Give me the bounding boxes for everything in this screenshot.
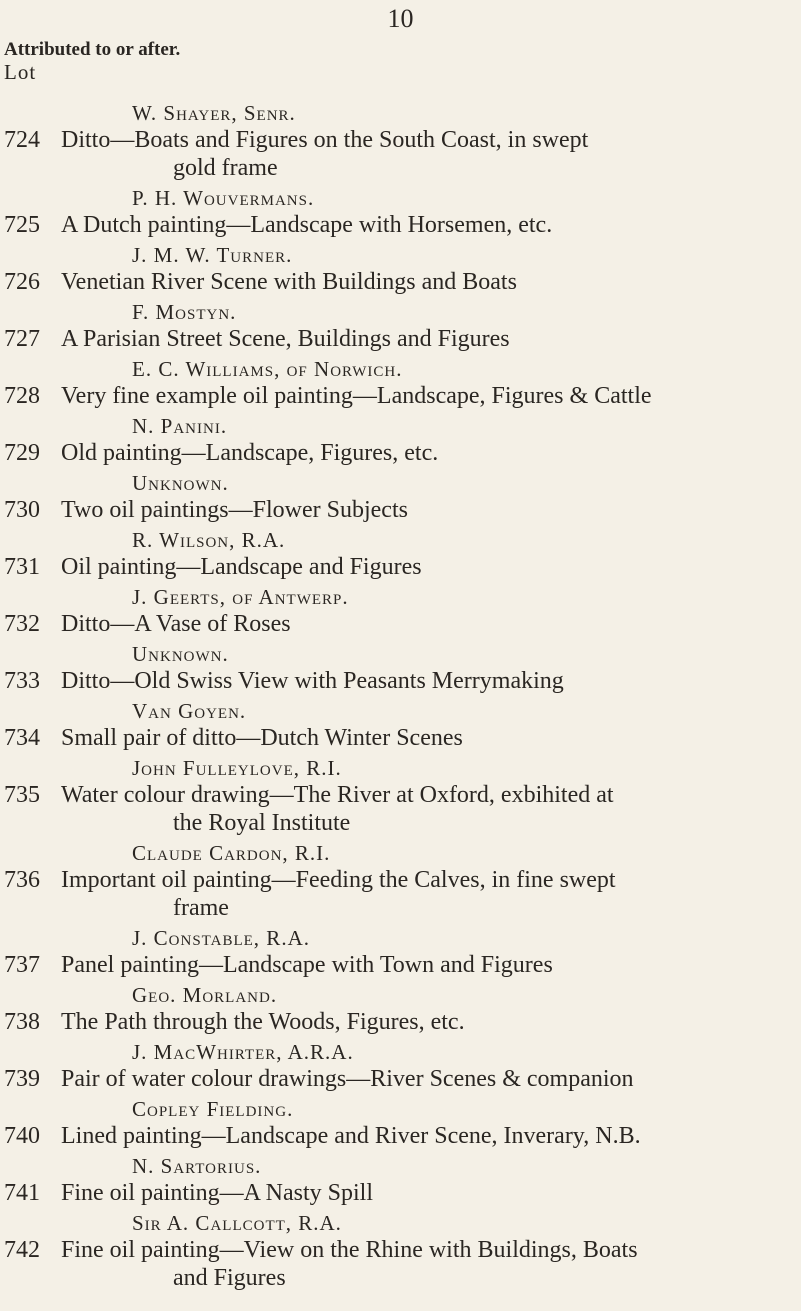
lot-line [0,268,801,296]
lot-line [0,724,801,752]
lot-entry [0,1210,801,1292]
artist-name: W. Shayer, Senr. [132,101,296,125]
description-line: The Path through the Woods, Figures, etc. [61,1009,465,1035]
lot-description [61,1179,373,1207]
lot-description [61,553,422,581]
lot-line [0,1236,801,1292]
lot-entry [0,641,801,695]
description-line: A Parisian Street Scene, Buildings and Figures [61,326,510,352]
description-line: and Figures [173,1265,286,1291]
lot-line [0,781,801,837]
artist-name: J. Constable, R.A. [132,926,310,950]
lot-entry [0,185,801,239]
lot-number: 732 [4,611,40,637]
description-line: Oil painting—Landscape and Figures [61,554,422,580]
lot-entry [0,356,801,410]
lot-line [0,325,801,353]
lot-entry [0,470,801,524]
lot-description [61,126,588,182]
lot-line [0,211,801,239]
lot-entry [0,299,801,353]
lot-entry [0,1039,801,1093]
lot-number: 730 [4,497,40,523]
lot-line [0,1008,801,1036]
lot-column-header: Lot [4,60,37,84]
lot-entry [0,1153,801,1207]
lot-description [61,781,614,837]
artist-name: J. M. W. Turner. [132,243,293,267]
lot-number: 724 [4,127,40,153]
lot-number: 728 [4,383,40,409]
description-line: Important oil painting—Feeding the Calves, in fine swept [61,867,616,893]
description-line: frame [173,895,229,921]
description-line: Very fine example oil painting—Landscape, Figures & Cattle [61,383,652,409]
lot-number: 725 [4,212,40,238]
lot-description [61,496,408,524]
description-line: Two oil paintings—Flower Subjects [61,497,408,523]
artist-name: John Fulleylove, R.I. [132,756,342,780]
artist-name: Unknown. [132,642,229,666]
description-line: Pair of water colour drawings—River Scenes & companion [61,1066,634,1092]
description-line: Ditto—A Vase of Roses [61,611,291,637]
lot-description [61,325,510,353]
lot-line [0,1065,801,1093]
lot-number: 734 [4,725,40,751]
artist-name: P. H. Wouvermans. [132,186,315,210]
lot-line [0,382,801,410]
lot-number: 737 [4,952,40,978]
lot-description [61,951,553,979]
artist-name: Geo. Morland. [132,983,278,1007]
lot-entry [0,413,801,467]
lot-description [61,1008,465,1036]
lot-description [61,667,564,695]
lot-description [61,866,616,922]
lot-entry [0,1096,801,1150]
artist-name: J. Geerts, of Antwerp. [132,585,349,609]
lot-number: 736 [4,867,40,893]
lot-line [0,667,801,695]
artist-name: Sir A. Callcott, R.A. [132,1211,342,1235]
lot-entry [0,242,801,296]
artist-name: R. Wilson, R.A. [132,528,286,552]
lot-line [0,866,801,922]
lot-entry [0,982,801,1036]
artist-name: Copley Fielding. [132,1097,294,1121]
lot-line [0,439,801,467]
lot-entry [0,698,801,752]
page-number: 10 [387,4,414,33]
description-line: Fine oil painting—View on the Rhine with Buildings, Boats [61,1237,638,1263]
lot-number: 731 [4,554,40,580]
lot-description [61,610,291,638]
artist-name: N. Panini. [132,414,228,438]
artist-name: F. Mostyn. [132,300,237,324]
artist-name: N. Sartorius. [132,1154,262,1178]
artist-name: J. MacWhirter, A.R.A. [132,1040,354,1064]
lot-description [61,1065,634,1093]
lot-line [0,610,801,638]
description-line: Ditto—Old Swiss View with Peasants Merrymaking [61,668,564,694]
description-line: Panel painting—Landscape with Town and Figures [61,952,553,978]
lot-number: 741 [4,1180,40,1206]
lot-number: 740 [4,1123,40,1149]
description-line: gold frame [173,155,278,181]
description-line: Water colour drawing—The River at Oxford, exbihited at [61,782,614,808]
lot-number: 729 [4,440,40,466]
lot-number: 738 [4,1009,40,1035]
lot-line [0,553,801,581]
lot-description [61,268,517,296]
lot-list [0,100,801,1295]
lot-line [0,1122,801,1150]
lot-number: 726 [4,269,40,295]
lot-line [0,1179,801,1207]
description-line: Lined painting—Landscape and River Scene, Inverary, N.B. [61,1123,641,1149]
lot-description [61,724,463,752]
lot-number: 735 [4,782,40,808]
lot-description [61,1122,641,1150]
description-line: Old painting—Landscape, Figures, etc. [61,440,439,466]
lot-description [61,439,438,467]
lot-number: 727 [4,326,40,352]
lot-number: 733 [4,668,40,694]
artist-name: Claude Cardon, R.I. [132,841,331,865]
artist-name: Van Goyen. [132,699,247,723]
artist-name: E. C. Williams, of Norwich. [132,357,403,381]
section-heading: Attributed to or after. [4,39,181,60]
description-line: Small pair of ditto—Dutch Winter Scenes [61,725,463,751]
lot-entry [0,584,801,638]
lot-entry [0,100,801,182]
lot-description [61,1236,638,1292]
lot-line [0,126,801,182]
description-line: Ditto—Boats and Figures on the South Coast, in swept [61,127,589,153]
lot-entry [0,925,801,979]
artist-name: Unknown. [132,471,229,495]
description-line: Fine oil painting—A Nasty Spill [61,1180,374,1206]
lot-number: 739 [4,1066,40,1092]
description-line: the Royal Institute [173,810,351,836]
lot-entry [0,840,801,922]
lot-entry [0,527,801,581]
lot-number: 742 [4,1237,40,1263]
description-line: A Dutch painting—Landscape with Horsemen, etc. [61,212,553,238]
lot-description [61,382,652,410]
lot-line [0,496,801,524]
lot-line [0,951,801,979]
lot-entry [0,755,801,837]
lot-description [61,211,552,239]
description-line: Venetian River Scene with Buildings and Boats [61,269,517,295]
